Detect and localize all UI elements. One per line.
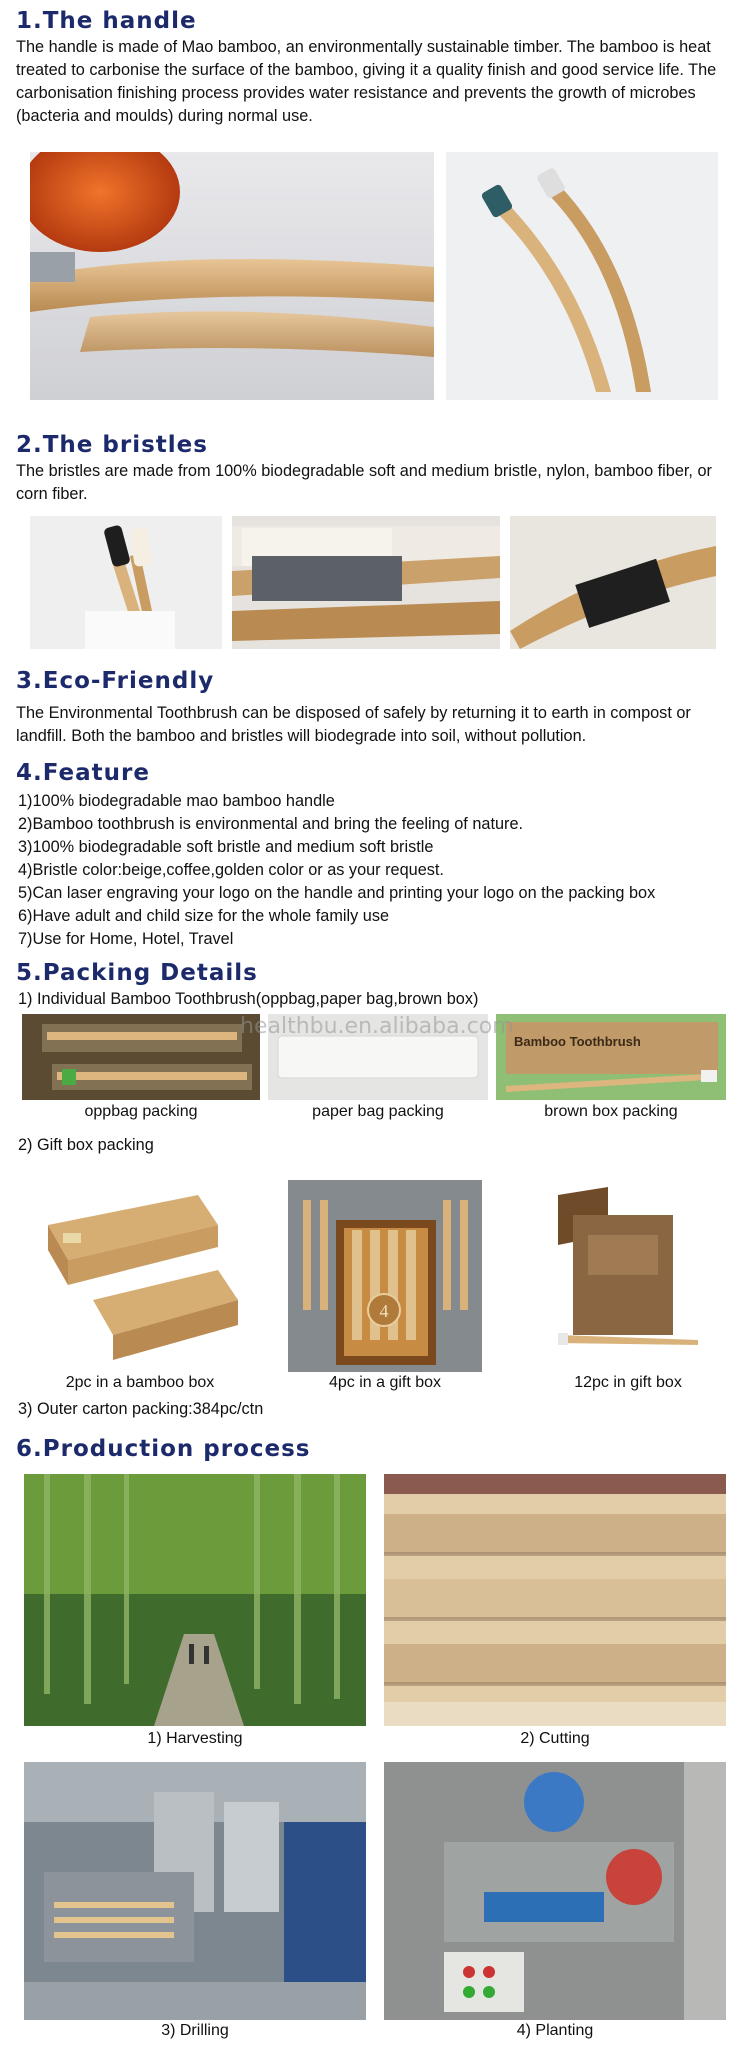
feature-item: 3)100% biodegradable soft bristle and medium soft bristle [18, 838, 434, 856]
section-title-production: 6.Production process [16, 1436, 311, 1462]
bamboo-box-photo [38, 1185, 248, 1365]
feature-list [18, 790, 742, 951]
packing-outer-carton-label: 3) Outer carton packing:384pc/ctn [18, 1400, 264, 1418]
handle-photo-closeup [30, 152, 434, 400]
section-title-feature: 4.Feature [16, 760, 150, 786]
feature-item: 5)Can laser engraving your logo on the handle and printing your logo on the packing box [18, 884, 656, 902]
caption-bamboo-box: 2pc in a bamboo box [65, 1374, 215, 1391]
caption-oppbag: oppbag packing [84, 1103, 198, 1120]
planting-photo [384, 1762, 726, 2020]
cutting-photo [384, 1474, 726, 1726]
caption-drilling: 3) Drilling [161, 2022, 229, 2039]
section-title-packing: 5.Packing Details [16, 960, 258, 986]
feature-item: 1)100% biodegradable mao bamboo handle [18, 792, 335, 810]
drilling-photo [24, 1762, 366, 2020]
caption-planting: 4) Planting [516, 2022, 594, 2039]
gift-box-number: 4 [379, 1301, 389, 1321]
packing-gift-box-label: 2) Gift box packing [18, 1136, 154, 1154]
twelve-pc-box-photo [548, 1185, 708, 1365]
bristles-photo-black [510, 516, 716, 649]
caption-brown-box: brown box packing [544, 1103, 678, 1120]
packing-individual-label: 1) Individual Bamboo Toothbrush(oppbag,paper bag,brown box) [18, 990, 479, 1008]
caption-twelve-pc-box: 12pc in gift box [574, 1374, 682, 1391]
eco-description: The Environmental Toothbrush can be disposed of safely by returning it to earth in compost or landfill. Both the bamboo and bristles will biodegrade into soil, without pollution. [16, 704, 691, 745]
bristles-photo-cup [30, 516, 222, 649]
brown-box-packing-photo [496, 1014, 726, 1100]
harvesting-photo [24, 1474, 366, 1726]
caption-harvesting: 1) Harvesting [147, 1730, 243, 1747]
feature-item: 4)Bristle color:beige,coffee,golden color or as your request. [18, 861, 444, 879]
section-title-handle: 1.The handle [16, 8, 197, 34]
bristles-photo-grey-white [232, 516, 500, 649]
bristles-description: The bristles are made from 100% biodegradable soft and medium bristle, nylon, bamboo fiber, or corn fiber. [16, 462, 712, 503]
feature-item: 7)Use for Home, Hotel, Travel [18, 930, 234, 948]
caption-gift-box: 4pc in a gift box [328, 1374, 442, 1391]
feature-item: 6)Have adult and child size for the whole family use [18, 907, 390, 925]
feature-item: 2)Bamboo toothbrush is environmental and bring the feeling of nature. [18, 815, 524, 833]
section-title-eco: 3.Eco-Friendly [16, 668, 215, 694]
watermark: healthbu.en.alibaba.com [240, 1014, 514, 1039]
caption-cutting: 2) Cutting [520, 1730, 590, 1747]
oppbag-packing-photo [22, 1014, 260, 1100]
section-title-bristles: 2.The bristles [16, 432, 208, 458]
gift-box-photo [288, 1180, 482, 1372]
brown-box-print-text: Bamboo Toothbrush [514, 1034, 641, 1049]
handle-description: The handle is made of Mao bamboo, an environmentally sustainable timber. The bamboo is heat treated to carbonise the surface of the bamboo, giving it a quality finish and good service life. The carbonisation finishing process provides water resistance and prevents the growth of microbes (bacteria and moulds) during normal use. [16, 38, 717, 125]
caption-paper-bag: paper bag packing [312, 1103, 444, 1120]
handle-photo-two-brushes [446, 152, 718, 400]
